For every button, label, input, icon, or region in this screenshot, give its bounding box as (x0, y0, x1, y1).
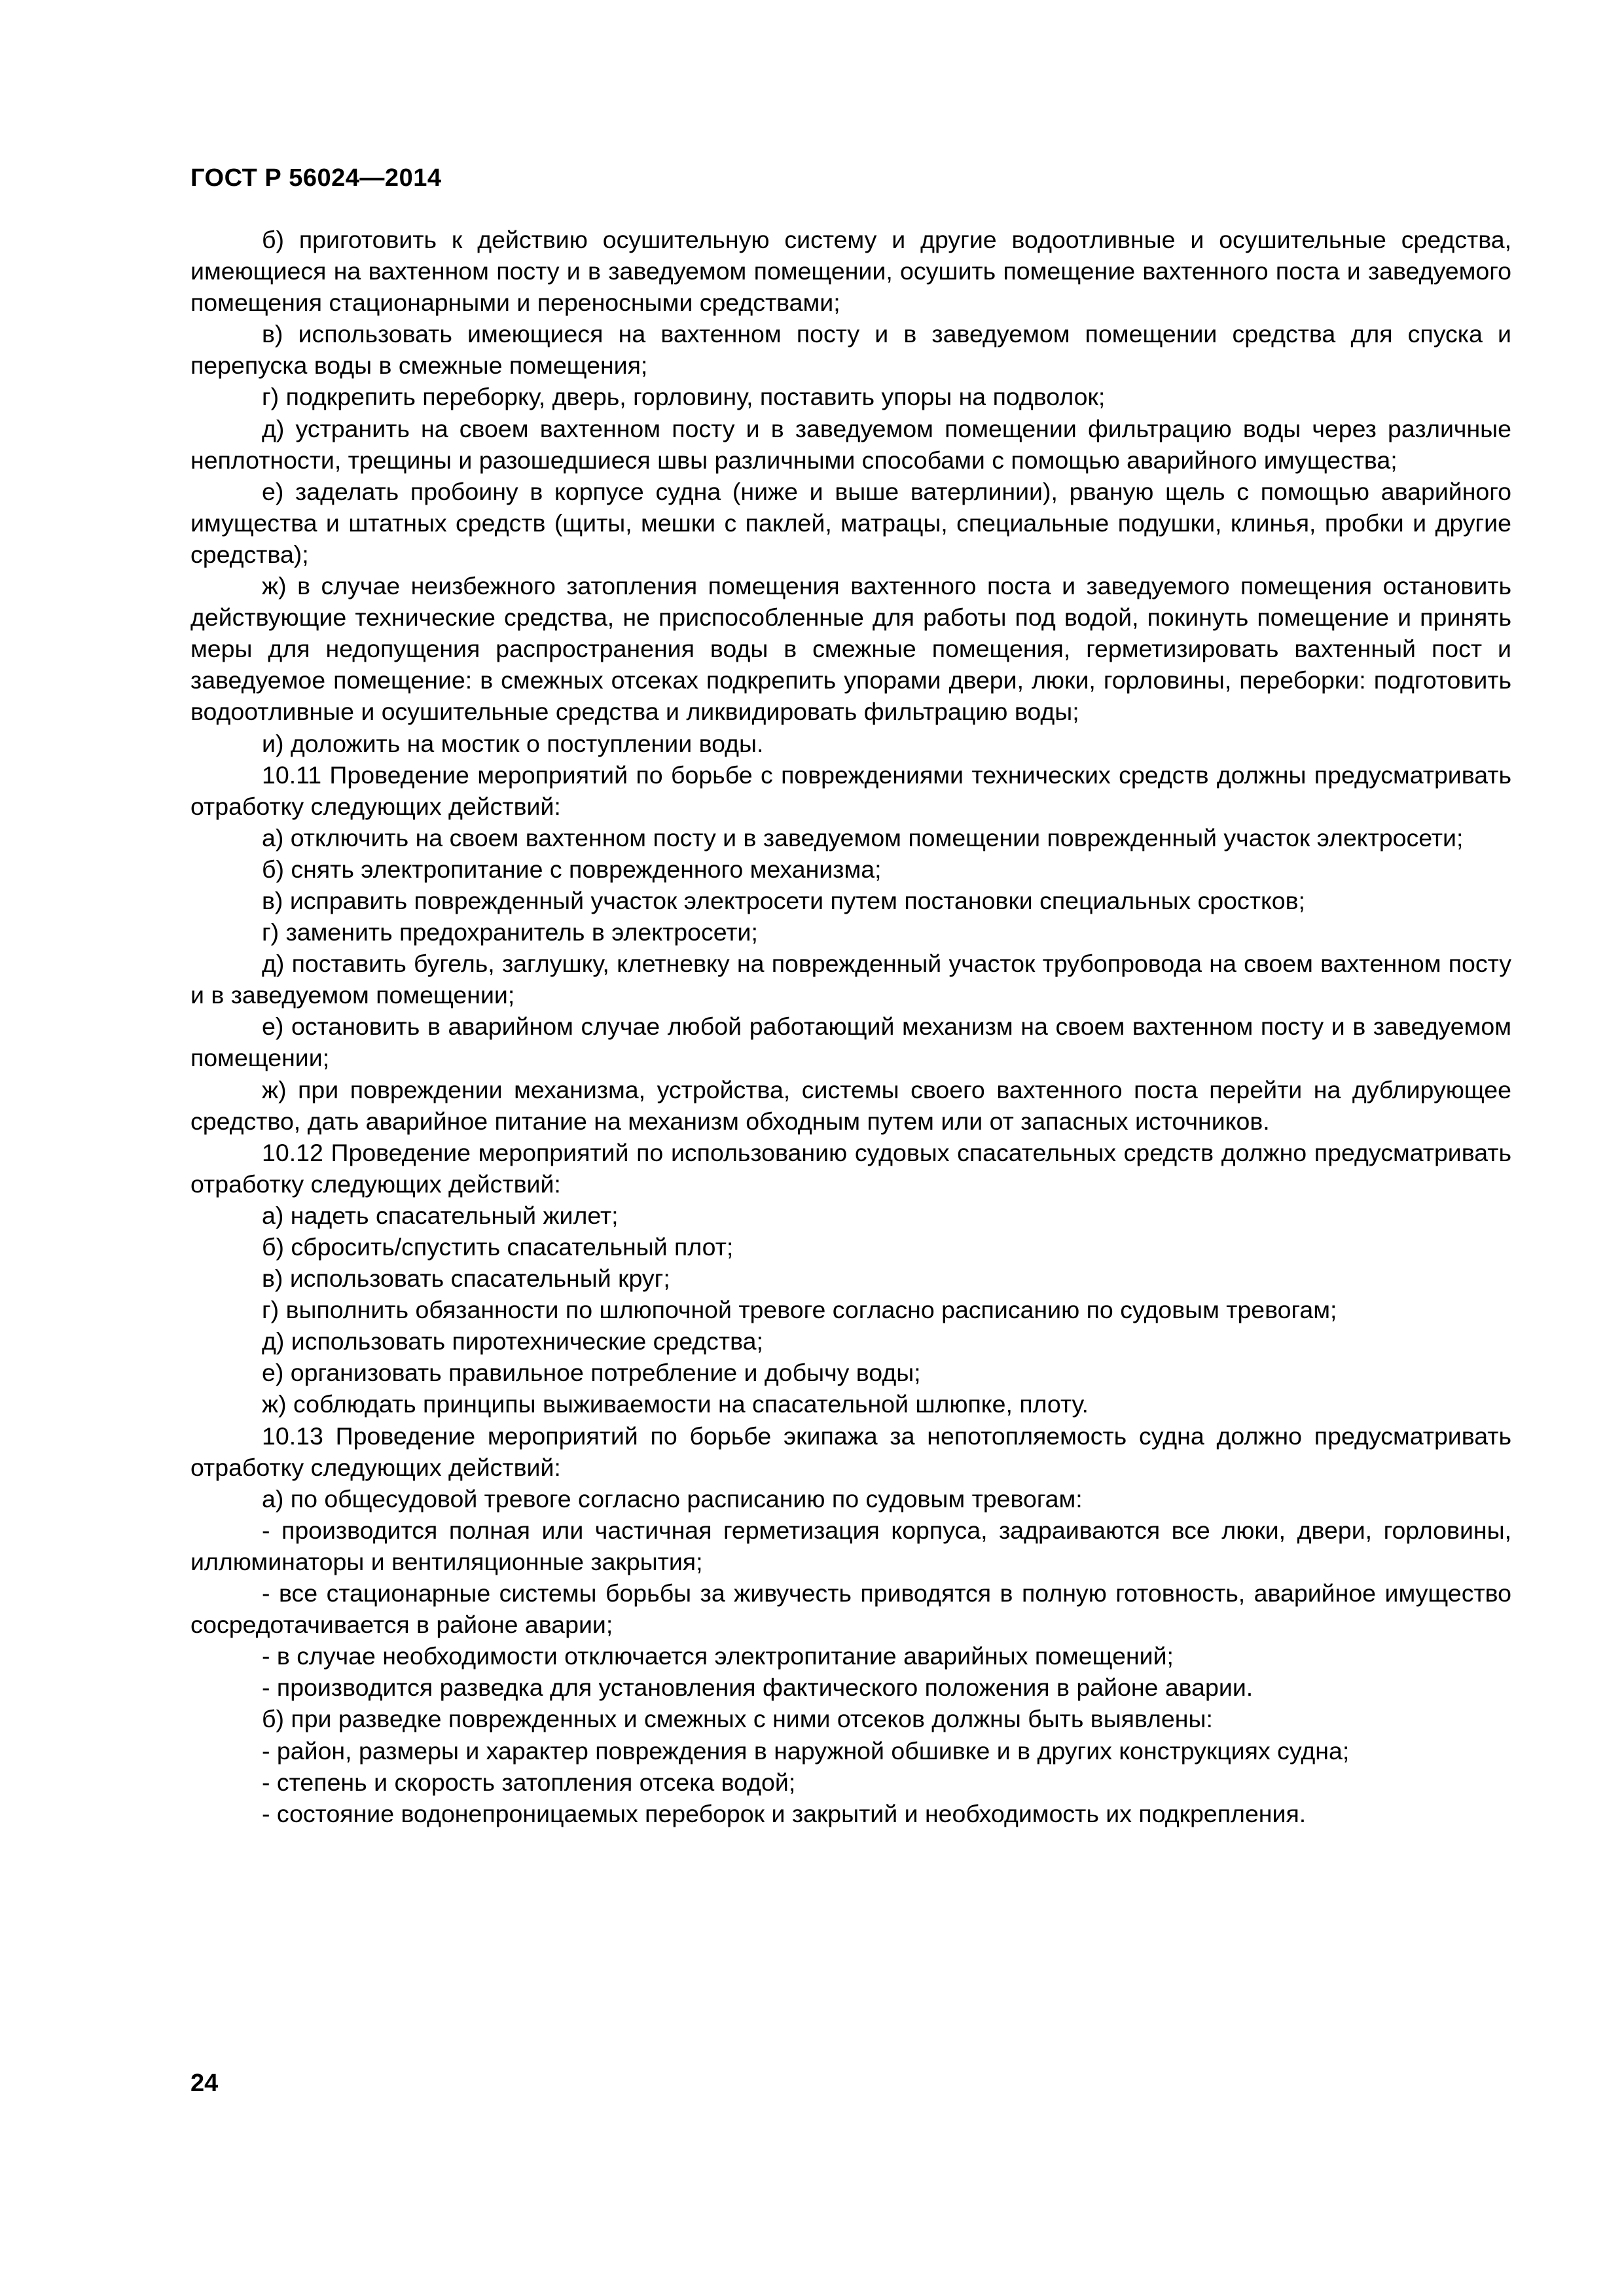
paragraph: - все стационарные системы борьбы за живучесть приводятся в полную готовность, аварийное имущество сосредотачивается в районе аварии; (190, 1579, 1511, 1639)
paragraph: д) поставить бугель, заглушку, клетневку на поврежденный участок трубопровода на своем вахтенном посту и в заведуемом помещении; (190, 950, 1511, 1009)
paragraph: б) приготовить к действию осушительную систему и другие водоотливные и осушительные средства, имеющиеся на вахтенном посту и в заведуемом помещении, осушить помещение вахтенного поста и заведуемого помещения стационарными и переносными средствами; (190, 226, 1511, 317)
paragraph: б) сбросить/спустить спасательный плот; (262, 1233, 734, 1261)
document-code: ГОСТ Р 56024—2014 (190, 164, 442, 192)
paragraph: а) по общесудовой тревоге согласно расписанию по судовым тревогам: (262, 1484, 1083, 1513)
paragraph: ж) соблюдать принципы выживаемости на спасательной шлюпке, плоту. (262, 1390, 1089, 1418)
paragraph: г) подкрепить переборку, дверь, горловину, поставить упоры на подволок; (262, 383, 1106, 411)
paragraph: - в случае необходимости отключается электропитание аварийных помещений; (262, 1642, 1174, 1670)
paragraph: - производится разведка для установления фактического положения в районе аварии. (262, 1674, 1254, 1702)
paragraph: г) выполнить обязанности по шлюпочной тревоге согласно расписанию по судовым тревогам; (262, 1296, 1337, 1324)
page-number: 24 (190, 2070, 219, 2097)
paragraph: - степень и скорость затопления отсека водой; (262, 1768, 796, 1796)
paragraph: д) устранить на своем вахтенном посту и в заведуемом помещении фильтрацию воды через различные неплотности, трещины и разошедшиеся швы различными способами с помощью аварийного имущества; (190, 414, 1511, 474)
paragraph: в) исправить поврежденный участок электросети путем постановки специальных сростков; (262, 886, 1305, 914)
paragraph: е) заделать пробоину в корпусе судна (ниже и выше ватерлинии), рваную щель с помощью аварийного имущества и штатных средств (щиты, мешки с паклей, матрацы, специальные подушки, клинья, пробки и другие средства); (190, 477, 1511, 568)
paragraph: е) организовать правильное потребление и добычу воды; (262, 1359, 921, 1387)
section-paragraph: 10.13 Проведение мероприятий по борьбе экипажа за непотопляемость судна должно предусматривать отработку следующих действий: (190, 1422, 1511, 1481)
paragraph: - производится полная или частичная герметизация корпуса, задраиваются все люки, двери, горловины, иллюминаторы и вентиляционные закрытия; (190, 1516, 1511, 1575)
paragraph: - район, размеры и характер повреждения в наружной обшивке и в других конструкциях судна; (262, 1736, 1350, 1765)
paragraph: ж) при повреждении механизма, устройства, системы своего вахтенного поста перейти на дублирующее средство, дать аварийное питание на механизм обходным путем или от запасных источников. (190, 1075, 1511, 1135)
paragraph: б) снять электропитание с поврежденного механизма; (262, 855, 882, 883)
paragraph: г) заменить предохранитель в электросети; (262, 918, 758, 946)
paragraph: в) использовать спасательный круг; (262, 1265, 670, 1293)
paragraph: в) использовать имеющиеся на вахтенном посту и в заведуемом помещении средства для спуска и перепуска воды в смежные помещения; (190, 320, 1511, 380)
paragraph: а) надеть спасательный жилет; (262, 1201, 619, 1229)
paragraph: а) отключить на своем вахтенном посту и в заведуемом помещении поврежденный участок электросети; (262, 823, 1464, 852)
paragraph: - состояние водонепроницаемых переборок и закрытий и необходимость их подкрепления. (262, 1799, 1307, 1827)
paragraph: и) доложить на мостик о поступлении воды. (262, 729, 764, 757)
paragraph: б) при разведке поврежденных и смежных с ними отсеков должны быть выявлены: (262, 1705, 1213, 1733)
section-paragraph: 10.12 Проведение мероприятий по использованию судовых спасательных средств должно предусматривать отработку следующих действий: (190, 1138, 1511, 1198)
paragraph: ж) в случае неизбежного затопления помещения вахтенного поста и заведуемого помещения остановить действующие технические средства, не приспособленные для работы под водой, покинуть помещение и принять меры для недопущения распространения воды в смежные помещения, герметизировать вахтенный пост и заведуемое помещение: в смежных отсеках подкрепить упорами двери, люки, горловины, переборки: подготовить водоотливные и осушительные средства и ликвидировать фильтрацию воды; (190, 572, 1511, 726)
document-body (190, 224, 1511, 1829)
paragraph: е) остановить в аварийном случае любой работающий механизм на своем вахтенном посту и в заведуемом помещении; (190, 1013, 1511, 1072)
paragraph: д) использовать пиротехнические средства; (262, 1327, 763, 1355)
section-paragraph: 10.11 Проведение мероприятий по борьбе с повреждениями технических средств должны предусматривать отработку следующих действий: (190, 761, 1511, 820)
